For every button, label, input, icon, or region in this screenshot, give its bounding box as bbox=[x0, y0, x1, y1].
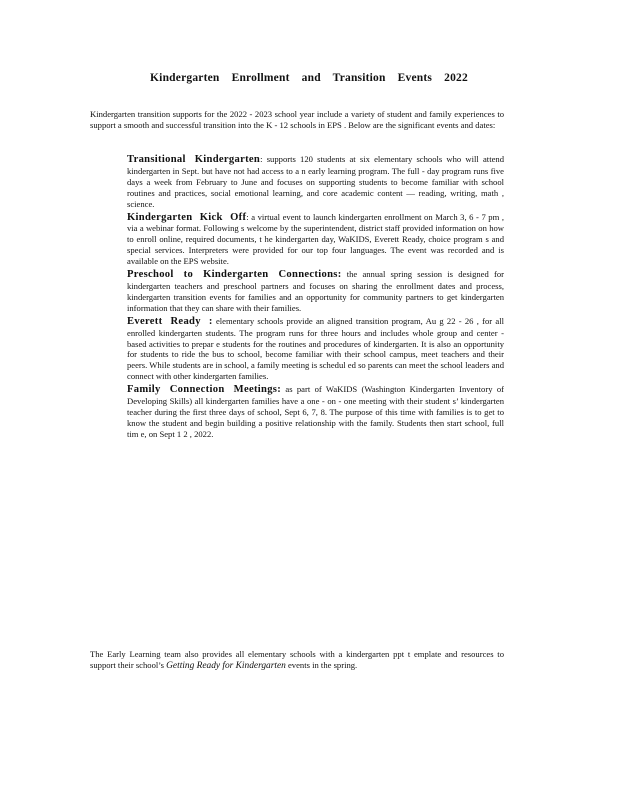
event-term: Kindergarten Kick Off bbox=[127, 211, 247, 223]
event-description: the annual spring session is designed for kindergarten teachers and preschool partners and focuses on sharing the enrollment dates and process, kindergarten transition events for families and an opportunity for community partners to get kindergarten information that they can share with their families. bbox=[127, 269, 505, 313]
event-term: Preschool to Kindergarten Connections: bbox=[127, 269, 342, 281]
list-item bbox=[109, 269, 504, 314]
event-description: : supports 120 students at six elementary schools who will attend kindergarten in Sept. but have not had access to a n early learning program. The full - day program runs five days a week from February to June and focuses on supporting students to become familiar with school routines and practices, social emotional learning, and core academic content — reading, writing, math , science. bbox=[127, 154, 504, 209]
closing-text: The Early Learning team also provides all elementary schools with a kindergarten ppt t emplate and resources to support their school’s bbox=[90, 648, 504, 670]
events-list bbox=[109, 154, 504, 442]
event-description: as part of WaKIDS (Washington Kindergarten Inventory of Developing Skills) all kindergarten families have a one - on - one meeting with their student s’ kindergarten teacher during the first three days of school, Sept 6, 7, 8. The purpose of this time with families is to get to know the student and begin building a positive relationship with the family. Students then start school, full tim e, on Sept 1 2 , 2022. bbox=[127, 384, 505, 439]
closing-emphasis: Getting Ready for Kindergarten bbox=[166, 660, 286, 671]
event-description: : a virtual event to launch kindergarten enrollment on March 3, 6 - 7 pm , via a webinar format. Following s welcome by the superintendent, district staff provided information on how to enroll online, required documents, t he kindergarten day, WaKIDS, Everett Ready, choice program s and special services. Interpreters were provided for our top four languages. The event was recorded and is available on the EPS website. bbox=[127, 211, 504, 267]
event-term: Everett Ready : bbox=[127, 315, 213, 327]
closing-paragraph bbox=[90, 649, 504, 672]
list-item bbox=[109, 316, 504, 382]
intro-paragraph: Kindergarten transition supports for the 2022 - 2023 school year include a variety of student and family experiences to support a smooth and successful transition into the K - 12 schools in EPS . Below are the significant events and dates: bbox=[90, 108, 504, 130]
list-item bbox=[109, 212, 504, 268]
list-item bbox=[109, 154, 504, 210]
event-description: elementary schools provide an aligned transition program, Au g 22 - 26 , for all enrolled kindergarten students. The program runs for three hours and includes whole group and center - based activities to prepar e students for the routines and procedures of kindergarten. It is also an opportunity for students to ride the bus to school, become familiar with their school campus, meet teachers and their peers. While students are in school, a family meeting is schedul ed so parents can meet the school leaders and connect with other kindergarten families. bbox=[127, 315, 504, 382]
event-term: Transitional Kindergarten bbox=[127, 154, 261, 165]
event-term: Family Connection Meetings: bbox=[127, 384, 282, 396]
list-item bbox=[109, 384, 504, 440]
closing-tail: events in the spring. bbox=[285, 659, 358, 670]
document-title: Kindergarten Enrollment and Transition Events 2022 bbox=[150, 72, 468, 84]
